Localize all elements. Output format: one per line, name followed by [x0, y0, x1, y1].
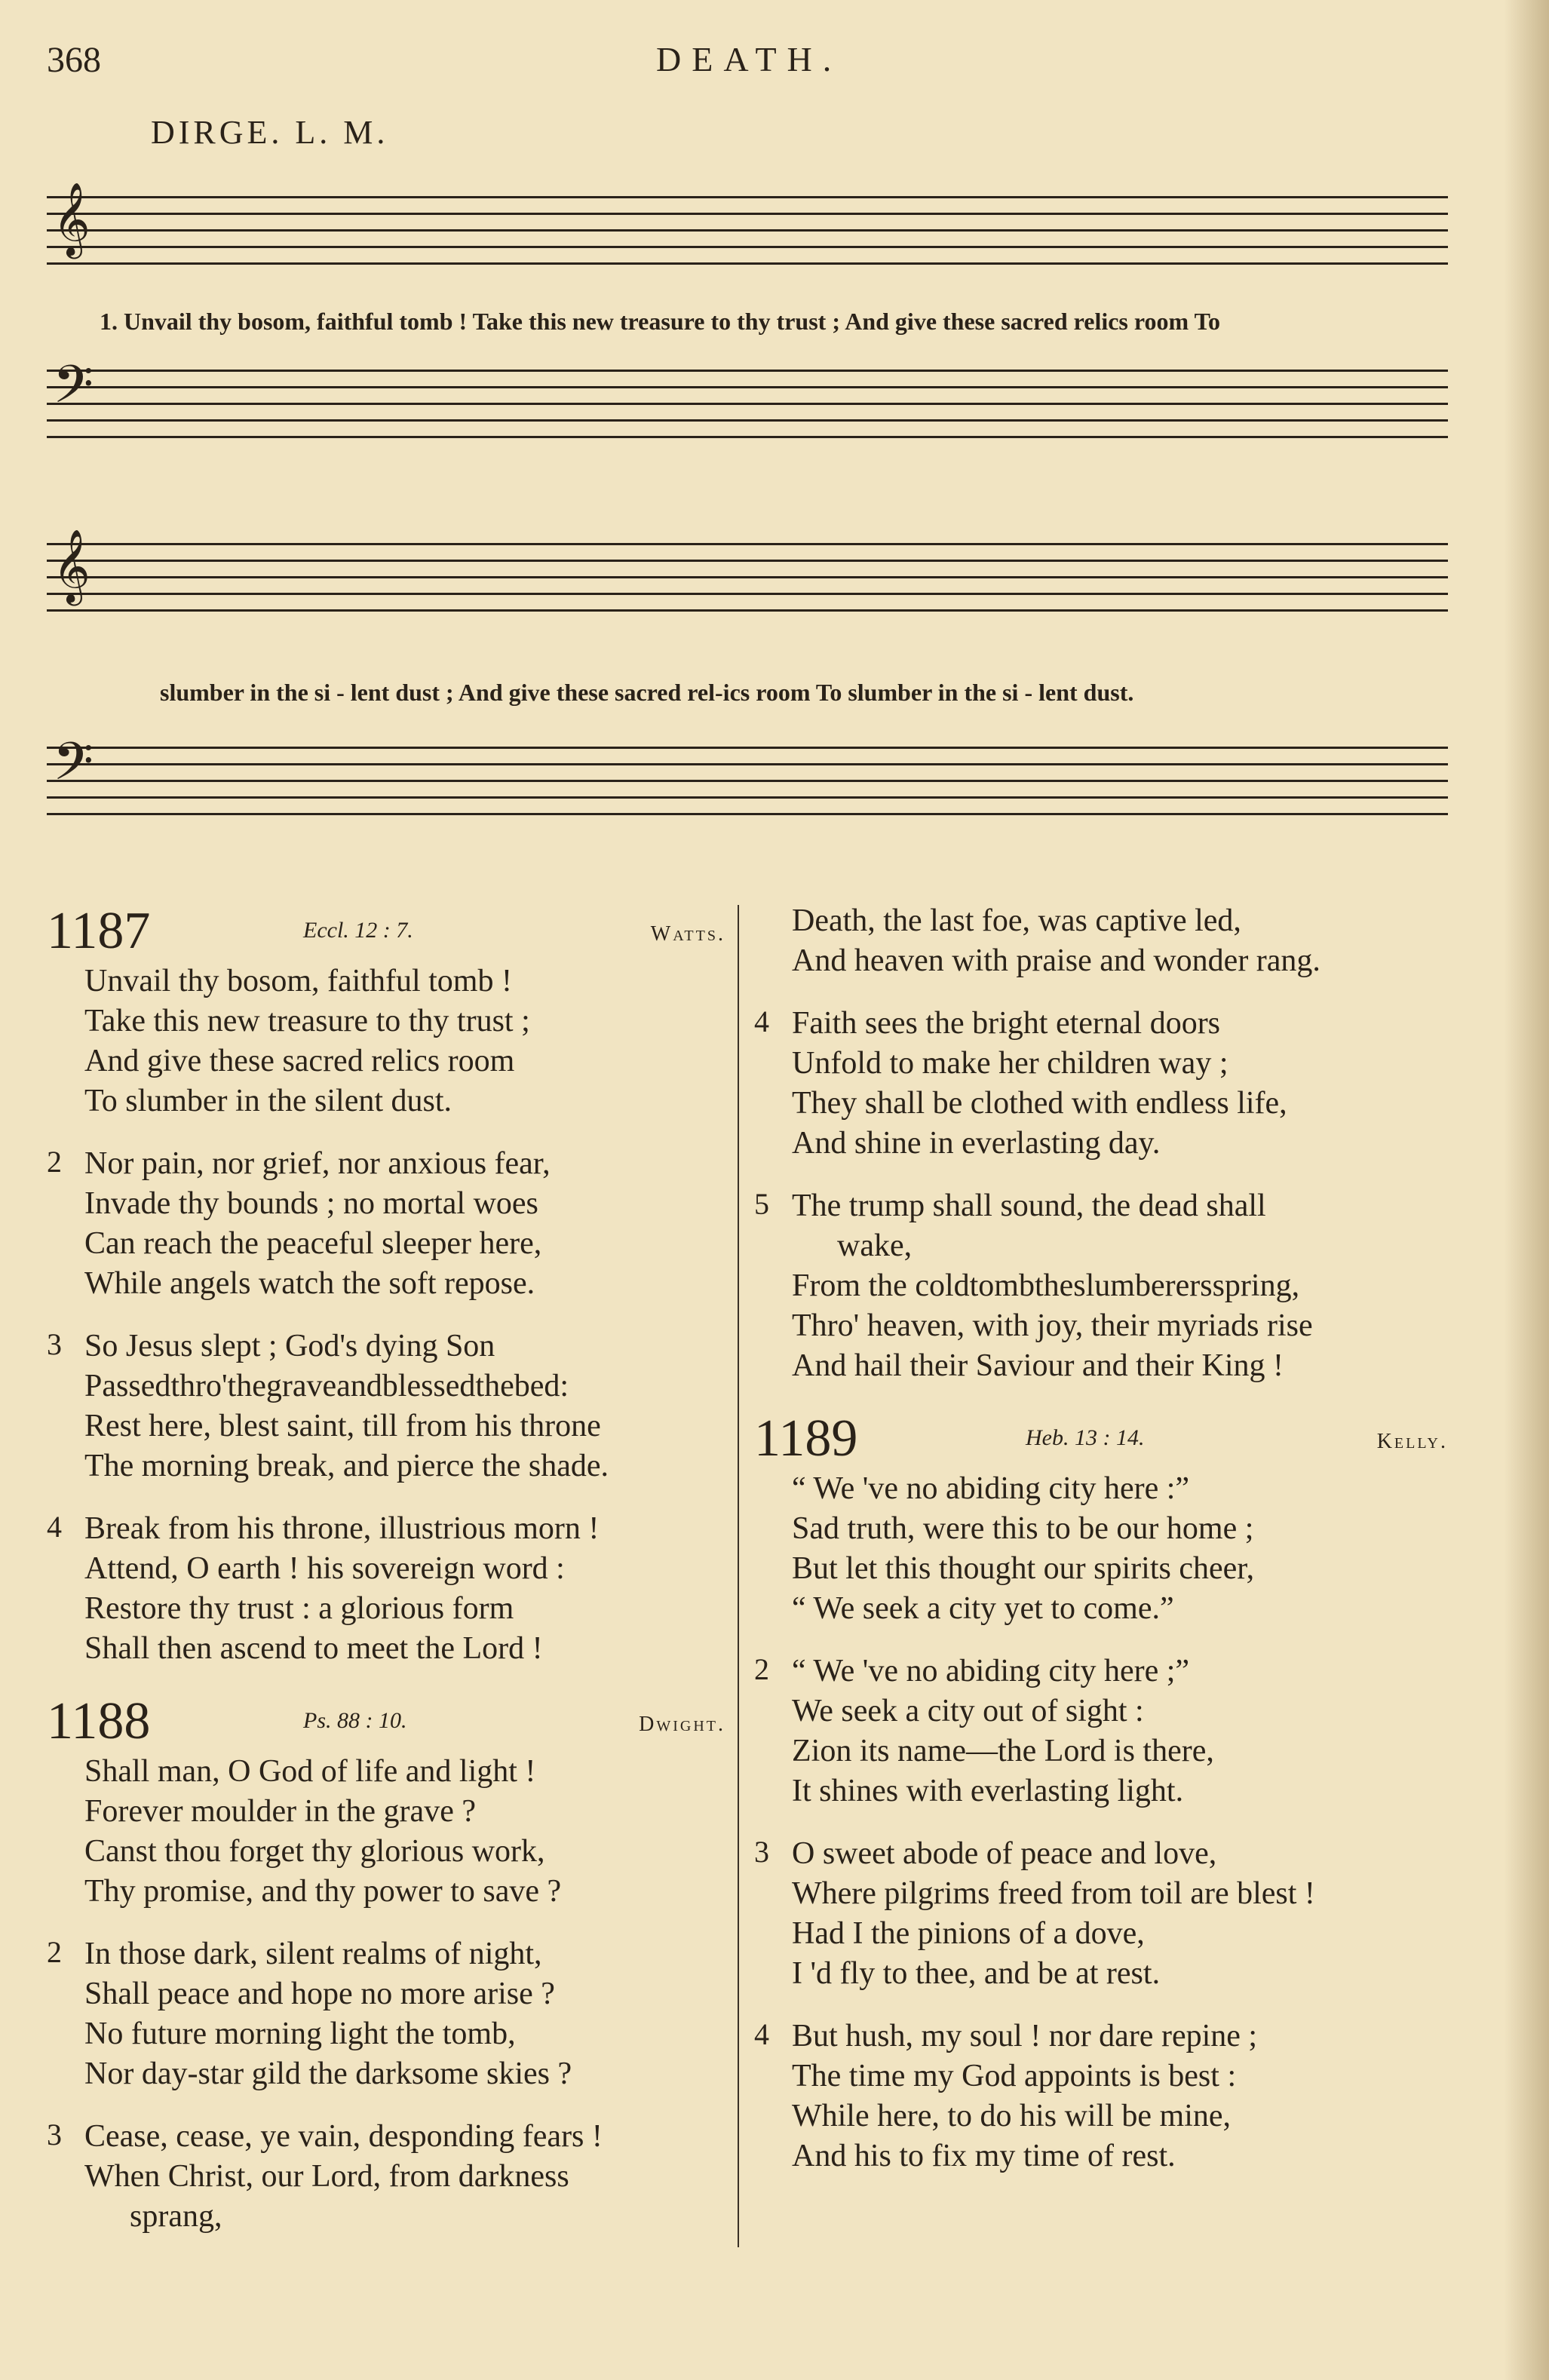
scripture-reference: Ps. 88 : 10.: [303, 1708, 407, 1733]
stanza: [754, 1186, 1455, 1386]
verse-line: Attend, O earth ! his sovereign word :: [84, 1551, 565, 1586]
stanza-number: 4: [754, 2017, 769, 2051]
verse-line: “ We 've no abiding city here :”: [792, 1471, 1190, 1506]
stanza: [47, 1752, 733, 1912]
verse-line: Nor pain, nor grief, nor anxious fear,: [84, 1146, 551, 1181]
page-number: 368: [47, 40, 101, 80]
lyric-line: slumber in the si - lent dust ; And give these sacred rel-ics room To slumber in the si - lent dust.: [160, 679, 1134, 706]
lyric-line: 1. Unvail thy bosom, faithful tomb ! Take this new treasure to thy trust ; And give these sacred relics room To: [100, 308, 1220, 335]
stanza: [47, 2117, 733, 2237]
verse-line: In those dark, silent realms of night,: [84, 1937, 542, 1971]
verse-line: While here, to do his will be mine,: [792, 2099, 1232, 2133]
verse-line: So Jesus slept ; God's dying Son: [84, 1329, 495, 1363]
verse-line: The time my God appoints is best :: [792, 2059, 1237, 2093]
tune-name: DIRGE. L. M.: [151, 114, 389, 151]
verse-line: Restore thy trust : a glorious form: [84, 1591, 514, 1626]
column-divider: [738, 905, 739, 2247]
stanza: [754, 2017, 1455, 2176]
treble-staff: [47, 185, 1448, 268]
verse-line: And hail their Saviour and their King !: [792, 1348, 1284, 1383]
verse-line: sprang,: [130, 2199, 222, 2234]
stanza-number: 4: [47, 1510, 62, 1544]
verse-line: Death, the last foe, was captive led,: [792, 903, 1241, 938]
verse-line: wake,: [837, 1228, 913, 1263]
verse-line: And give these sacred relics room: [84, 1044, 515, 1078]
verse-line: “ We seek a city yet to come.”: [792, 1591, 1174, 1626]
stanza-number: 2: [47, 1145, 62, 1179]
verse-line: But hush, my soul ! nor dare repine ;: [792, 2019, 1258, 2053]
hymn-heading: [47, 1691, 733, 1752]
hymn-heading: [754, 1409, 1455, 1469]
verse-line: The trump shall sound, the dead shall: [792, 1188, 1266, 1223]
bass-clef-icon: 𝄢: [53, 357, 94, 427]
verse-line: Unvail thy bosom, faithful tomb !: [84, 964, 512, 998]
verse-line: And heaven with praise and wonder rang.: [792, 943, 1320, 978]
stanza: [47, 962, 733, 1121]
verse-line: Break from his throne, illustrious morn !: [84, 1511, 600, 1546]
stanza-number: 5: [754, 1187, 769, 1221]
stanza: [47, 1509, 733, 1669]
treble-staff: [47, 532, 1448, 615]
verse-line: Shall peace and hope no more arise ?: [84, 1977, 555, 2011]
bass-staff: [47, 734, 1448, 819]
bass-clef-icon: 𝄢: [53, 734, 94, 804]
treble-clef-icon: 𝄞: [53, 532, 90, 602]
verse-line: Canst thou forget thy glorious work,: [84, 1834, 545, 1869]
verse-line: The morning break, and pierce the shade.: [84, 1449, 609, 1483]
verse-line: Invade thy bounds ; no mortal woes: [84, 1186, 538, 1221]
stanza-number: 3: [47, 2118, 62, 2152]
verse-line: They shall be clothed with endless life,: [792, 1086, 1287, 1121]
verse-line: “ We 've no abiding city here ;”: [792, 1654, 1190, 1688]
stanza: [754, 1004, 1455, 1164]
hymn-author: Kelly.: [1376, 1430, 1448, 1453]
verse-line: But let this thought our spirits cheer,: [792, 1551, 1255, 1586]
hymn-heading: [47, 901, 733, 962]
verse-line: Had I the pinions of a dove,: [792, 1916, 1145, 1951]
bass-staff: [47, 357, 1448, 442]
left-column: [47, 901, 733, 2259]
verse-line: It shines with everlasting light.: [792, 1774, 1184, 1808]
verse-line: No future morning light the tomb,: [84, 2017, 516, 2051]
verse-line: Shall then ascend to meet the Lord !: [84, 1631, 543, 1666]
stanza-number: 3: [47, 1327, 62, 1361]
verse-line: Shall man, O God of life and light !: [84, 1754, 536, 1789]
hymn-number: 1189: [754, 1409, 858, 1468]
verse-line: Nor day-star gild the darksome skies ?: [84, 2056, 572, 2091]
verse-line: When Christ, our Lord, from darkness: [84, 2159, 569, 2194]
stanza-number: 3: [754, 1835, 769, 1869]
verse-line: Thy promise, and thy power to save ?: [84, 1874, 562, 1909]
stanza-continued: [754, 901, 1455, 981]
hymn-author: Dwight.: [639, 1713, 725, 1736]
treble-clef-icon: 𝄞: [53, 185, 90, 255]
verse-line: Forever moulder in the grave ?: [84, 1794, 476, 1829]
stanza: [47, 1934, 733, 2094]
verse-line: Take this new treasure to thy trust ;: [84, 1004, 530, 1038]
hymn-author: Watts.: [650, 922, 725, 946]
hymn-number: 1188: [47, 1692, 151, 1750]
verse-line: I 'd fly to thee, and be at rest.: [792, 1956, 1161, 1991]
stanza: [754, 1652, 1455, 1811]
stanza: [754, 1834, 1455, 1994]
verse-line: Cease, cease, ye vain, desponding fears !: [84, 2119, 603, 2154]
verse-line: Zion its name—the Lord is there,: [792, 1734, 1214, 1768]
stanza: [754, 1469, 1455, 1629]
running-head: DEATH.: [656, 40, 842, 78]
verse-line: O sweet abode of peace and love,: [792, 1836, 1217, 1871]
verse-line: And shine in everlasting day.: [792, 1126, 1161, 1161]
verse-line: And his to fix my time of rest.: [792, 2139, 1176, 2173]
verse-line: To slumber in the silent dust.: [84, 1084, 452, 1118]
verse-line: Sad truth, were this to be our home ;: [792, 1511, 1254, 1546]
verse-line: Thro' heaven, with joy, their myriads rise: [792, 1308, 1313, 1343]
verse-line: We seek a city out of sight :: [792, 1694, 1144, 1728]
verse-line: While angels watch the soft repose.: [84, 1266, 535, 1301]
verse-line: Can reach the peaceful sleeper here,: [84, 1226, 542, 1261]
hymn-number: 1187: [47, 902, 151, 960]
scripture-reference: Eccl. 12 : 7.: [303, 918, 413, 943]
verse-line: Passedthro'thegraveandblessedthebed:: [84, 1369, 569, 1403]
stanza-number: 4: [754, 1004, 769, 1038]
verse-line: From the coldtombtheslumberersspring,: [792, 1268, 1300, 1303]
verse-line: Faith sees the bright eternal doors: [792, 1006, 1221, 1041]
verse-line: Where pilgrims freed from toil are blest !: [792, 1876, 1315, 1911]
stanza: [47, 1326, 733, 1486]
scripture-reference: Heb. 13 : 14.: [1026, 1425, 1145, 1450]
page-edge: [1504, 0, 1549, 2380]
stanza: [47, 1144, 733, 1304]
verse-line: Unfold to make her children way ;: [792, 1046, 1228, 1081]
right-column: [754, 901, 1455, 2199]
stanza-number: 2: [47, 1935, 62, 1969]
stanza-number: 2: [754, 1652, 769, 1686]
verse-line: Rest here, blest saint, till from his throne: [84, 1409, 601, 1443]
